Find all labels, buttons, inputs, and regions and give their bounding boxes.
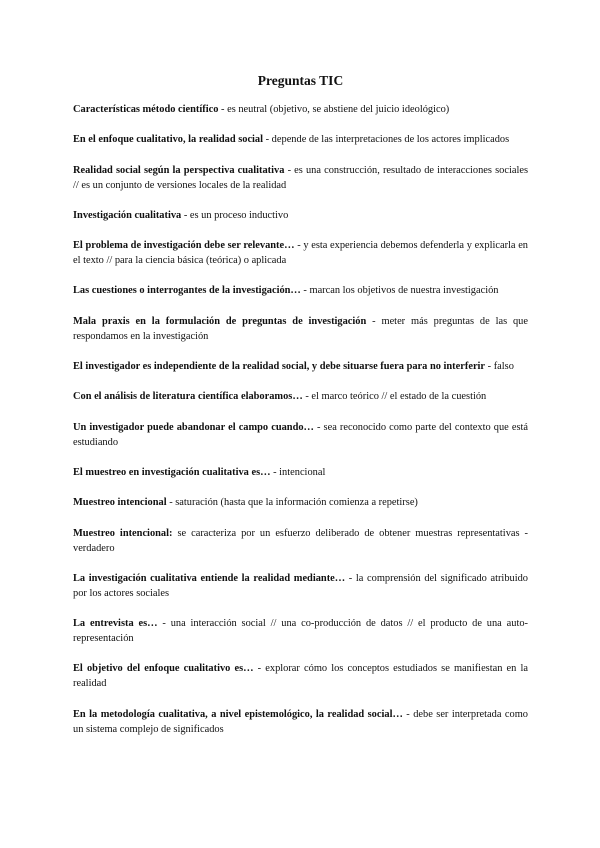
answer-text: - intencional [270,466,326,478]
qa-entry [73,420,528,450]
answer-text: se caracteriza por un esfuerzo deliberado de obtener muestras representativas - verdadero [73,527,528,554]
answer-text: - falso [485,361,514,373]
question-text: Muestreo intencional [73,497,167,509]
qa-entry [73,465,528,480]
question-text: Un investigador puede abandonar el campo cuando… [73,421,314,433]
qa-entry [73,238,528,268]
qa-entry [73,283,528,298]
qa-entry [73,495,528,510]
qa-entry [73,389,528,404]
question-text: Las cuestiones o interrogantes de la investigación… [73,285,301,297]
qa-entry [73,132,528,147]
question-text: Realidad social según la perspectiva cualitativa [73,164,285,176]
qa-entry [73,163,528,193]
question-text: Con el análisis de literatura científica elaboramos… [73,391,303,403]
qa-entry [73,707,528,737]
question-text: La entrevista es… [73,618,158,630]
answer-text: - el marco teórico // el estado de la cuestión [302,391,487,403]
qa-entry [73,571,528,601]
answer-text: - es neutral (objetivo, se abstiene del juicio ideológico) [218,104,450,115]
answer-text: - una interacción social // una co-producción de datos // el producto de una auto-representación [73,618,528,645]
qa-entry [73,526,528,556]
answer-text: - es una construcción, resultado de interacciones sociales // es un conjunto de versiones locales de la realidad [73,164,528,191]
question-text: En el enfoque cualitativo, la realidad social [73,134,264,146]
answer-text: - depende de las interpretaciones de los actores implicados [263,134,510,146]
qa-entry [73,208,528,223]
question-text: La investigación cualitativa entiende la realidad mediante… [73,572,346,584]
question-text: El investigador es independiente de la realidad social, y debe situarse fuera para no interferir [73,361,486,373]
answer-text: - sea reconocido como parte del contexto que está estudiando [73,421,528,448]
answer-text: - y esta experiencia debemos defenderla y explicarla en el texto // para la ciencia básica (teórica) o aplicada [73,240,529,267]
question-text: Muestreo intencional: [73,527,173,539]
qa-entry [73,102,528,117]
document-title: Preguntas TIC [257,73,344,88]
answer-text: - marcan los objetivos de nuestra investigación [300,285,499,297]
answer-text: - meter más preguntas de las que respondamos en la investigación [73,315,528,342]
question-text: Investigación cualitativa [73,209,182,221]
answer-text: - saturación (hasta que la información comienza a repetirse) [166,497,418,509]
question-text: El problema de investigación debe ser relevante… [73,240,295,252]
question-text: El muestreo en investigación cualitativa es… [73,466,271,478]
qa-entry [73,314,528,344]
qa-entry [73,616,528,646]
answer-text: - explorar cómo los conceptos estudiados se manifiestan en la realidad [73,663,528,690]
question-text: Mala praxis en la formulación de preguntas de investigación [73,315,367,327]
qa-entry [73,661,528,691]
answer-text: - la comprensión del significado atribuido por los actores sociales [73,572,528,599]
question-text: El objetivo del enfoque cualitativo es… [73,663,254,675]
question-text: En la metodología cualitativa, a nivel epistemológico, la realidad social… [73,708,403,720]
question-text: Características método científico [73,104,219,115]
qa-list [73,102,528,752]
qa-entry [73,359,528,374]
answer-text: - es un proceso inductivo [181,209,289,221]
answer-text: - debe ser interpretada como un sistema complejo de significados [73,708,528,735]
